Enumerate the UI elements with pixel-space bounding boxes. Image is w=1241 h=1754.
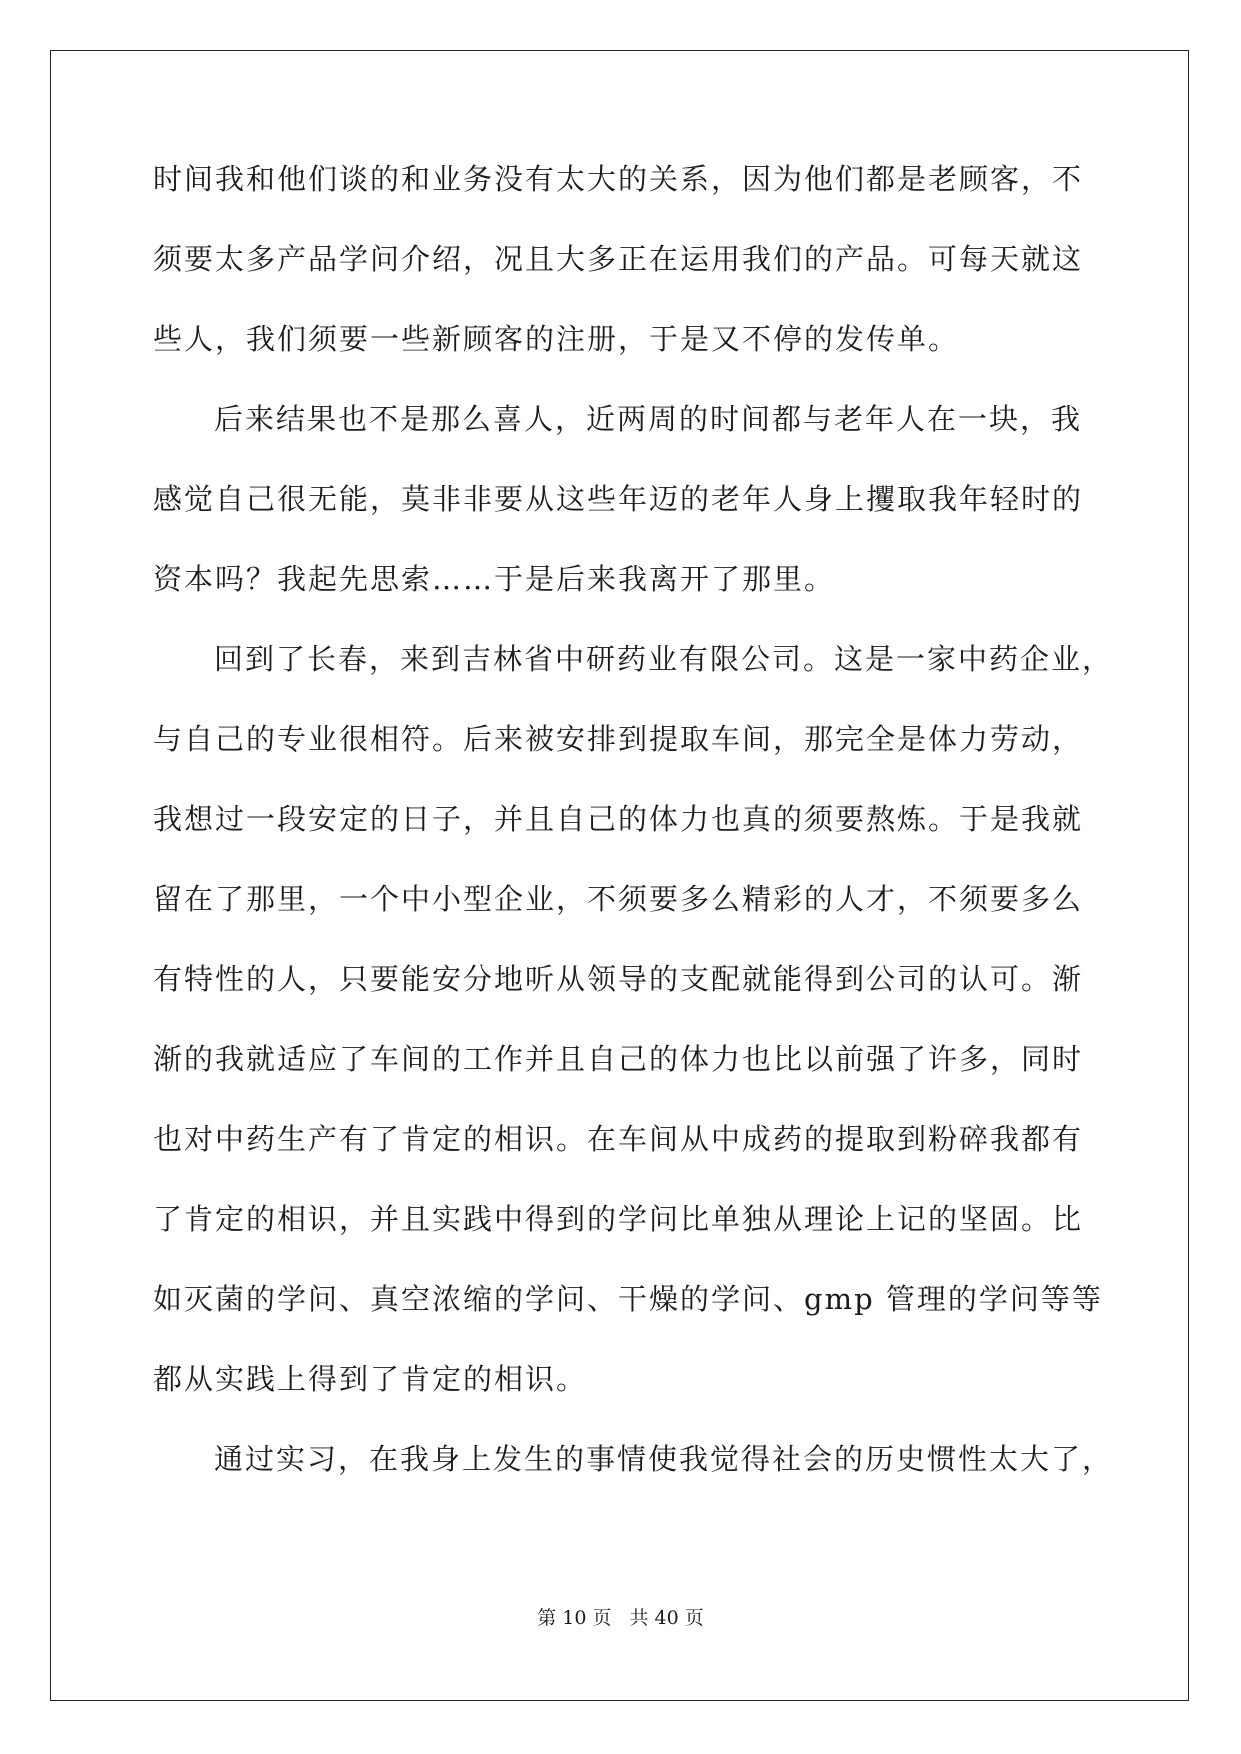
text-line xyxy=(153,321,1093,401)
text-line xyxy=(153,1041,1093,1121)
text-line-content: 与自己的专业很相符。后来被安排到提取车间，那完全是体力劳动， xyxy=(153,722,1084,756)
page-total: 共 40 页 xyxy=(629,1607,704,1629)
text-line xyxy=(153,1281,1103,1361)
text-line-content: 资本吗？我起先思索……于是后来我离开了那里。 xyxy=(153,562,836,596)
text-line-content: 有特性的人，只要能安分地听从领导的支配就能得到公司的认可。渐 xyxy=(153,962,1084,996)
text-line xyxy=(153,801,1093,881)
text-line xyxy=(153,1201,1093,1281)
text-line-content: 须要太多产品学问介绍，况且大多正在运用我们的产品。可每天就这 xyxy=(153,242,1084,276)
text-line-content: 我想过一段安定的日子，并且自己的体力也真的须要熬炼。于是我就 xyxy=(153,802,1084,836)
text-line-content: 后来结果也不是那么喜人，近两周的时间都与老年人在一块，我 xyxy=(214,402,1083,436)
text-line xyxy=(153,561,1093,641)
text-line-content: 回到了长春，来到吉林省中研药业有限公司。这是一家中药企业， xyxy=(214,642,1114,676)
text-line xyxy=(153,1121,1093,1201)
text-line xyxy=(153,401,1093,481)
text-line xyxy=(153,481,1093,561)
text-line xyxy=(153,641,1114,721)
text-line xyxy=(153,161,1093,241)
text-line-content: 也对中药生产有了肯定的相识。在车间从中成药的提取到粉碎我都有 xyxy=(153,1122,1084,1156)
text-line xyxy=(153,721,1093,801)
text-line xyxy=(153,1441,1114,1521)
page-number: 第 10 页 xyxy=(537,1607,612,1629)
text-line-content: 了肯定的相识，并且实践中得到的学问比单独从理论上记的坚固。比 xyxy=(153,1202,1084,1236)
text-line-content: 通过实习，在我身上发生的事情使我觉得社会的历史惯性太大了， xyxy=(214,1442,1114,1476)
text-line xyxy=(153,241,1093,321)
page-footer xyxy=(0,1603,1241,1630)
text-line-content: 留在了那里，一个中小型企业，不须要多么精彩的人才，不须要多么 xyxy=(153,882,1084,916)
text-line-content: 感觉自己很无能，莫非非要从这些年迈的老年人身上攫取我年轻时的 xyxy=(153,482,1084,516)
text-line-content: 都从实践上得到了肯定的相识。 xyxy=(153,1362,588,1396)
document-body xyxy=(153,161,1114,1521)
text-line-content: 时间我和他们谈的和业务没有太大的关系，因为他们都是老顾客，不 xyxy=(153,162,1084,196)
text-line-content: 渐的我就适应了车间的工作并且自己的体力也比以前强了许多，同时 xyxy=(153,1042,1084,1076)
text-line-content: 如灭菌的学问、真空浓缩的学问、干燥的学问、gmp 管理的学问等等 xyxy=(153,1282,1103,1316)
text-line-content: 些人，我们须要一些新顾客的注册，于是又不停的发传单。 xyxy=(153,322,960,356)
text-line xyxy=(153,881,1093,961)
text-line xyxy=(153,1361,1093,1441)
text-line xyxy=(153,961,1093,1041)
